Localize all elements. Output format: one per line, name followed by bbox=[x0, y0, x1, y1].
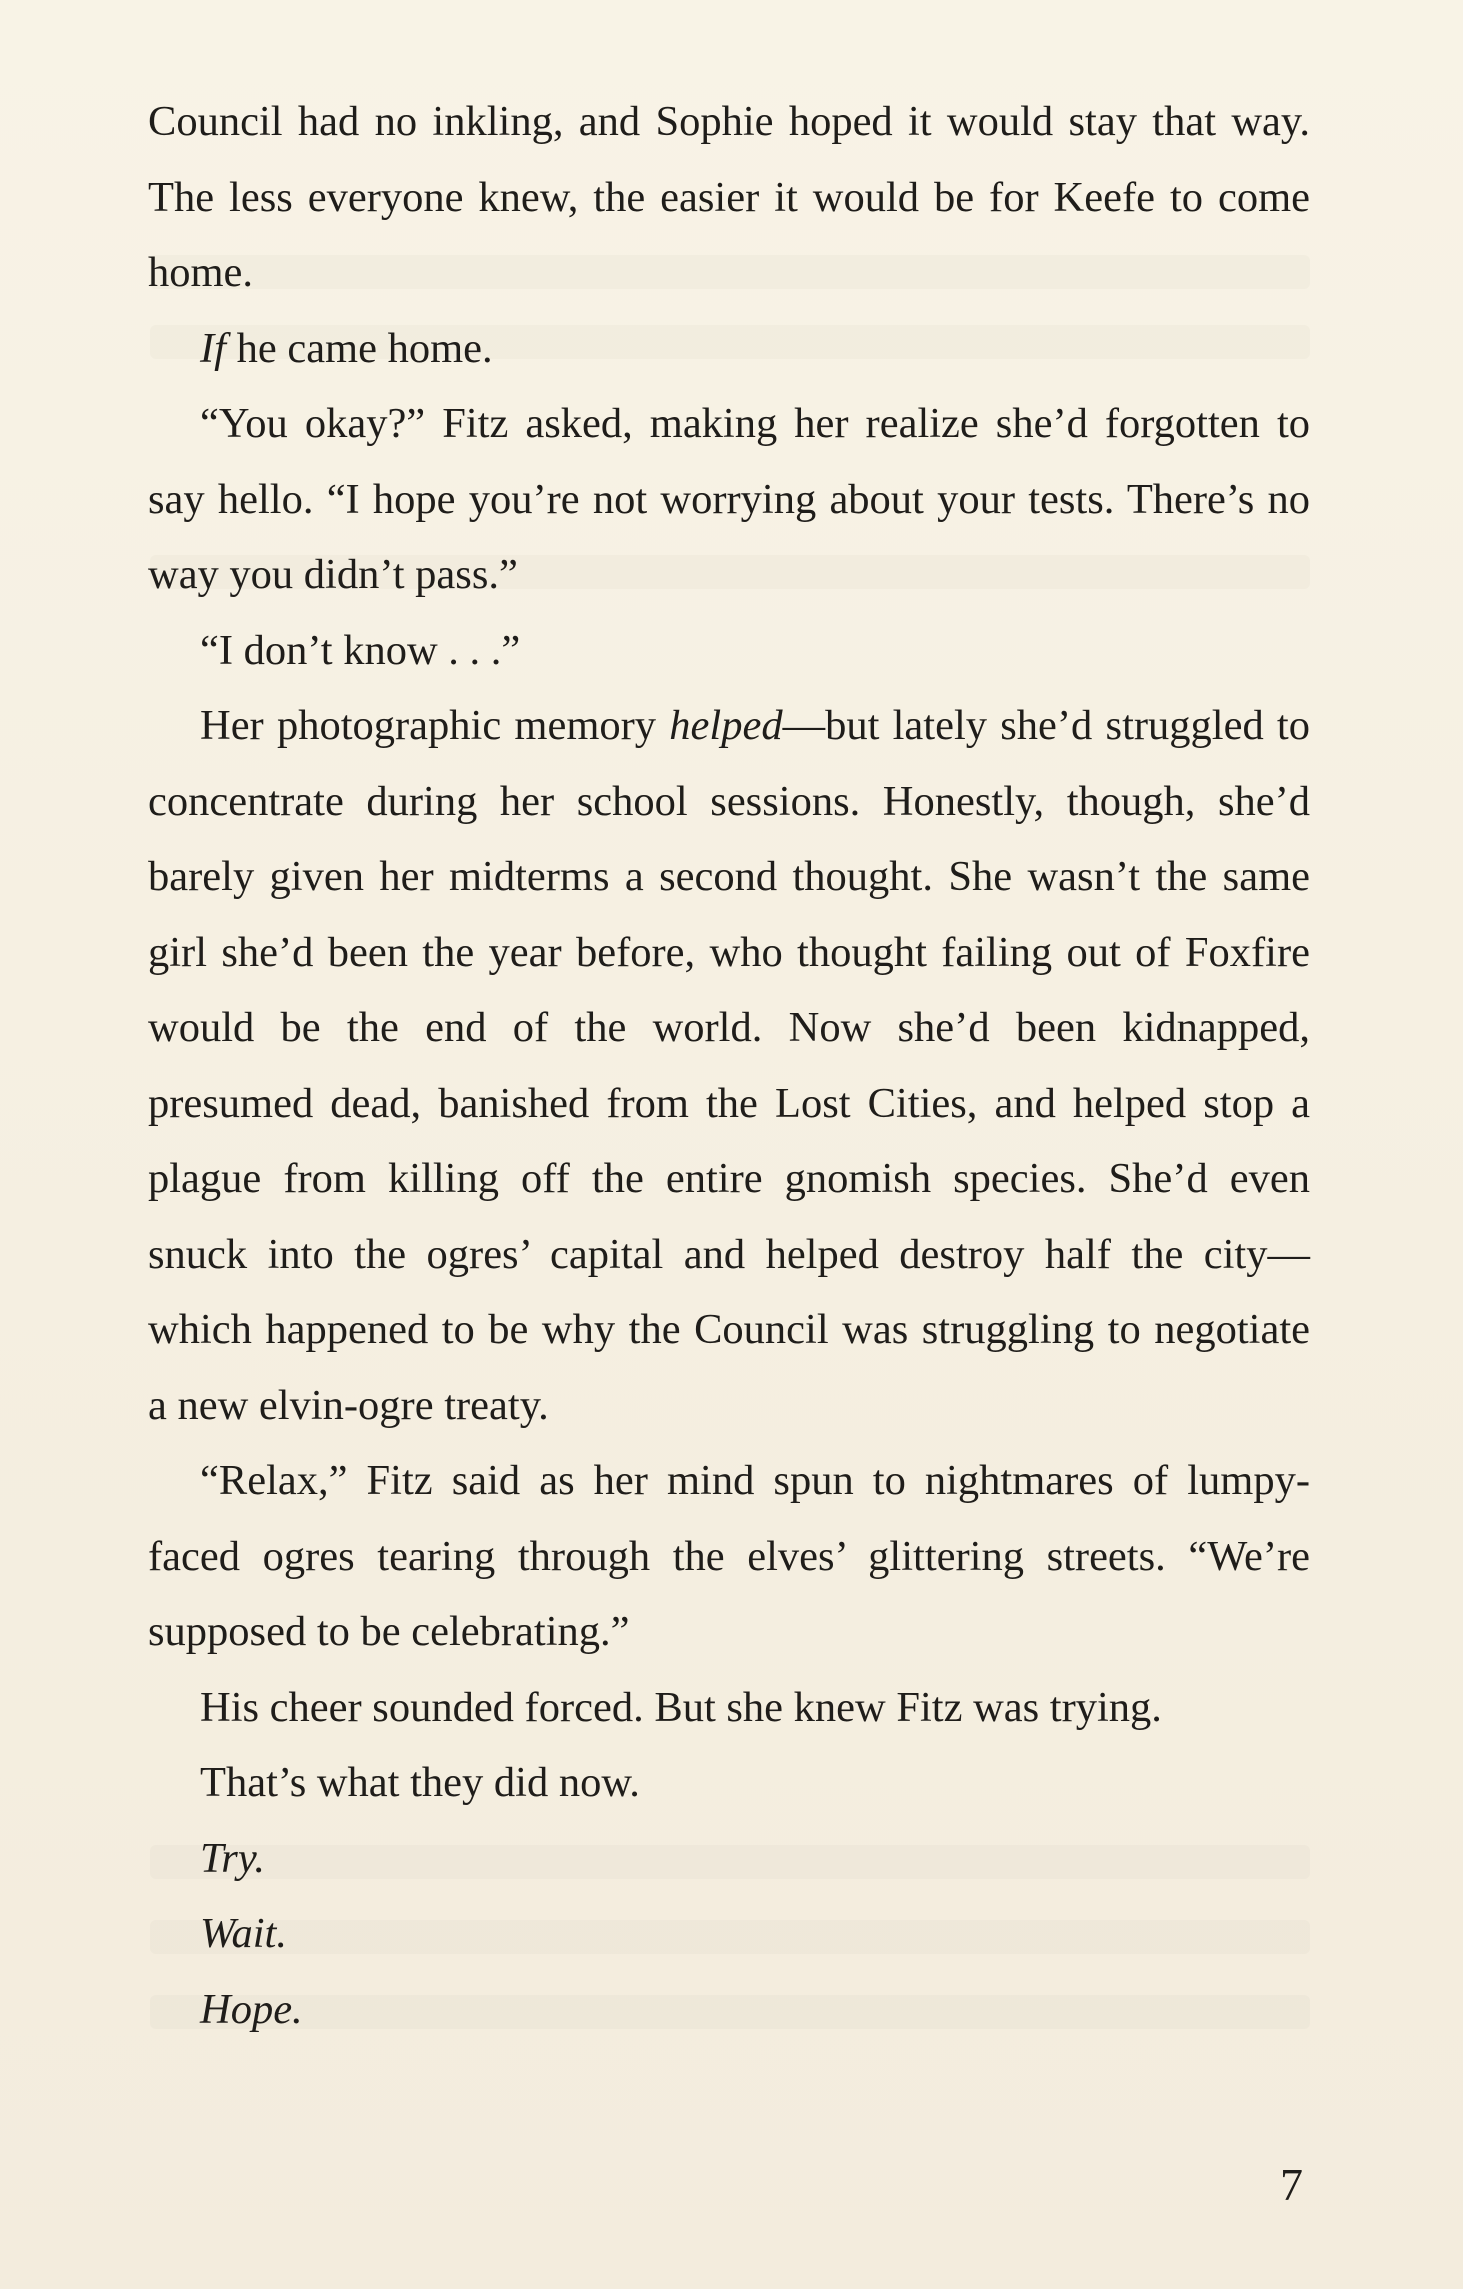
paragraph bbox=[148, 1896, 1310, 1972]
emphasis-text: If bbox=[200, 324, 226, 372]
page-body-text bbox=[148, 84, 1310, 2047]
paragraph: His cheer sounded forced. But she knew Fitz was trying. bbox=[200, 1683, 1162, 1731]
paragraph bbox=[148, 1972, 1310, 2048]
emphasis-text: Hope. bbox=[200, 1985, 303, 2033]
paragraph: “I don’t know . . .” bbox=[200, 626, 521, 674]
paragraph bbox=[148, 688, 1310, 1443]
paragraph: “You okay?” Fitz asked, making her realize she’d forgotten to say hello. “I hope you’re not worrying about your tests. There’s no way you didn’t pass.” bbox=[148, 400, 1310, 598]
emphasis-text: Wait. bbox=[200, 1910, 287, 1957]
paragraph: That’s what they did now. bbox=[200, 1759, 640, 1806]
paragraph bbox=[148, 1821, 1310, 1897]
page-number: 7 bbox=[1280, 2159, 1303, 2210]
paragraph: “Relax,” Fitz said as her mind spun to nightmares of lumpy-faced ogres tearing through the elves’ glittering streets. “We’re supposed to be celebrating.” bbox=[148, 1457, 1310, 1655]
emphasis-text: helped bbox=[669, 702, 783, 749]
paragraph-continued: Council had no inkling, and Sophie hoped it would stay that way. The less everyone knew, the easier it would be for Keefe to come home. bbox=[148, 98, 1310, 296]
emphasis-text: Try. bbox=[200, 1834, 265, 1882]
paragraph bbox=[148, 311, 1310, 387]
paragraph-text: —but lately she’d struggled to concentrate during her school sessions. Honestly, though, she’d barely given her midterms a second thought. She wasn’t the same girl she’d been the year before, who thought failing out of Foxfire would be the end of the world. Now she’d been kidnapped, presumed dead, banished from the Lost Cities, and helped stop a plague from killing off the entire gnomish species. She’d even snuck into the ogres’ capital and helped destroy half the city—which happened to be why the Council was struggling to negotiate a new elvin-ogre treaty. bbox=[148, 702, 1310, 1429]
paragraph-text: he came home. bbox=[225, 324, 493, 372]
paragraph-text: Her photographic memory bbox=[200, 702, 670, 749]
